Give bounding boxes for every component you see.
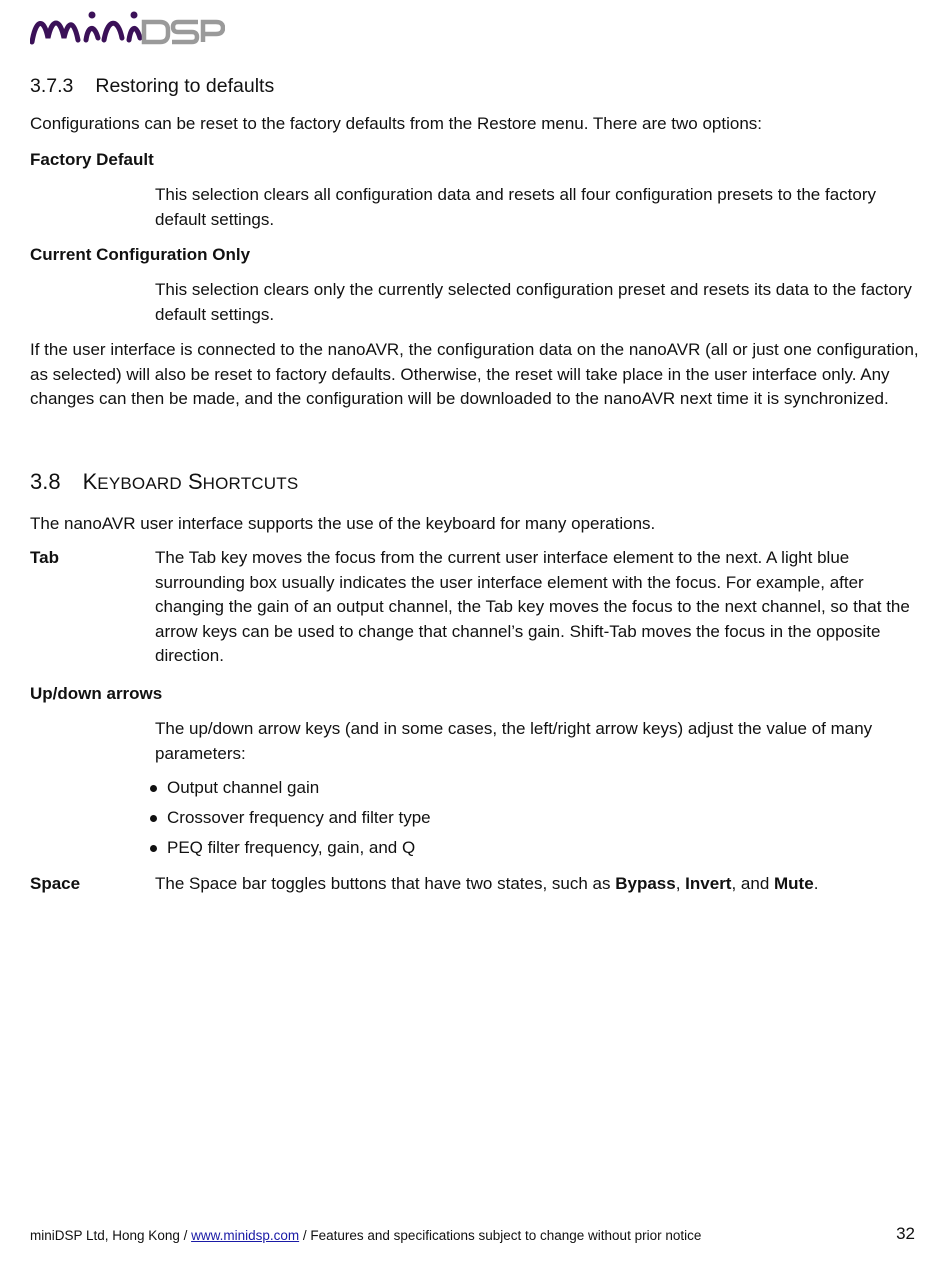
section-title: Restoring to defaults <box>95 75 275 97</box>
closing-paragraph: If the user interface is connected to the nanoAVR, the configuration data on the nanoAVR (all or just one configuration, as selected) will also be reset to factory defaults. Otherwise, the reset will take place in the user interface only. Any changes can then be made, and the configuration will be downloaded to the nanoAVR next time it is synchronized. <box>30 340 919 408</box>
title-rest-k: EYBOARD <box>97 474 182 493</box>
footer-notice: / Features and specifications subject to change without prior notice <box>299 1228 702 1243</box>
parameter-list <box>150 773 910 863</box>
title-rest-s: HORTCUTS <box>202 474 299 493</box>
list-item: Output channel gain <box>150 773 910 803</box>
term-tab: Tab <box>30 548 59 567</box>
website-link[interactable]: www.minidsp.com <box>191 1228 300 1243</box>
separator: , and <box>731 874 775 893</box>
definition-space <box>155 872 920 897</box>
invert-label: Invert <box>685 874 732 893</box>
definition-factory-default: This selection clears all configuration data and resets all four configuration presets to the factory default settings. <box>155 185 876 229</box>
section-title <box>83 469 299 494</box>
term-factory-default: Factory Default <box>30 150 154 169</box>
page-number: 32 <box>896 1224 915 1243</box>
definition-up-down-arrows: The up/down arrow keys (and in some cases, the left/right arrow keys) adjust the value of many parameters: <box>155 719 873 763</box>
minidsp-logo <box>30 8 225 48</box>
definition-current-configuration: This selection clears only the currently selected configuration preset and resets its data to the factory default settings. <box>155 280 912 324</box>
title-cap-k: K <box>82 469 98 494</box>
list-item: Crossover frequency and filter type <box>150 803 910 833</box>
page-footer <box>30 1227 701 1245</box>
keyboard-intro-paragraph: The nanoAVR user interface supports the use of the keyboard for many operations. <box>30 514 656 533</box>
section-number: 3.8 <box>30 469 61 494</box>
footer-company: miniDSP Ltd, Hong Kong / <box>30 1228 192 1243</box>
term-space: Space <box>30 874 81 893</box>
section-heading-3-8 <box>30 469 298 497</box>
term-current-configuration: Current Configuration Only <box>30 245 251 264</box>
list-item: PEQ filter frequency, gain, and Q <box>150 833 910 863</box>
term-up-down-arrows: Up/down arrows <box>30 684 163 703</box>
definition-tab: The Tab key moves the focus from the current user interface element to the next. A light blue surrounding box usually indicates the user interface element with the focus. For example, after changing the gain of an output channel, the Tab key moves the focus to the next channel, so that the arrow keys can be used to change that channel’s gain. Shift-Tab moves the focus in the opposite direction. <box>155 548 910 665</box>
title-cap-s: S <box>187 469 203 494</box>
space-desc-suffix: . <box>813 874 819 893</box>
bypass-label: Bypass <box>615 874 676 893</box>
space-desc-prefix: The Space bar toggles buttons that have two states, such as <box>155 874 616 893</box>
section-heading-3-7-3 <box>30 74 274 98</box>
mute-label: Mute <box>774 874 814 893</box>
separator: , <box>675 874 686 893</box>
section-intro-paragraph: Configurations can be reset to the factory defaults from the Restore menu. There are two options: <box>30 114 763 133</box>
section-number: 3.7.3 <box>30 75 74 97</box>
